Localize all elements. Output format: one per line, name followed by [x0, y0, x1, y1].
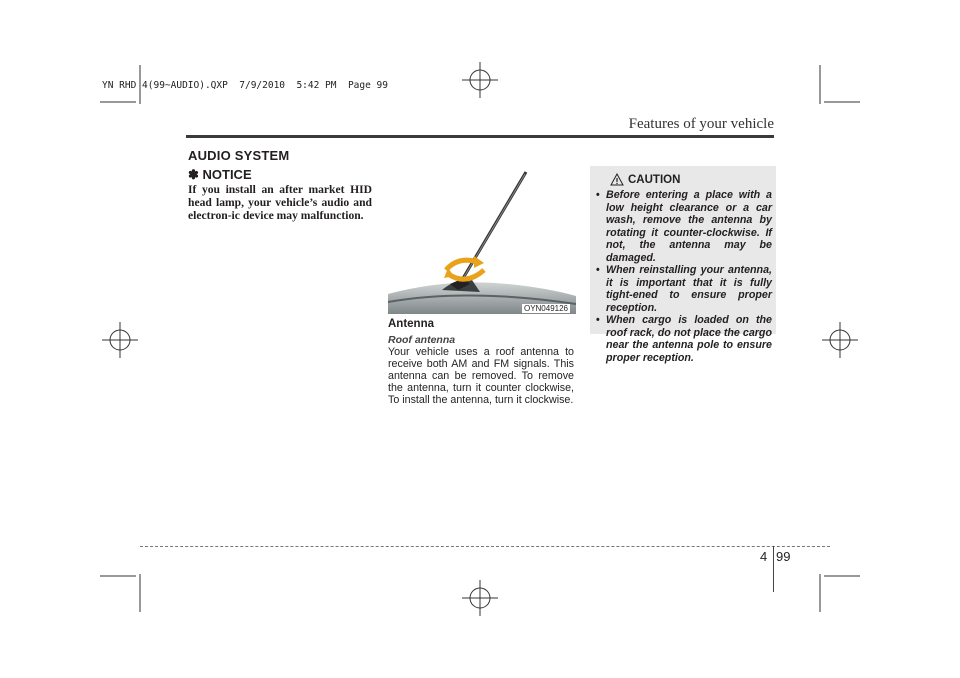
warning-icon [610, 173, 624, 186]
footer-separator [773, 546, 774, 592]
page-number: 99 [776, 549, 791, 564]
section-title: AUDIO SYSTEM [188, 148, 290, 163]
caution-list [594, 189, 772, 364]
footer-divider [140, 546, 830, 547]
antenna-illustration [388, 166, 576, 314]
caution-item: • When cargo is loaded on the roof rack, do not place the cargo near the antenna pole to ensure proper reception. [594, 314, 772, 364]
antenna-figure [388, 166, 576, 314]
notice-title: ✽ NOTICE [188, 167, 252, 182]
caution-title: CAUTION [628, 174, 681, 186]
figure-code: OYN049126 [523, 304, 568, 313]
antenna-body: Your vehicle uses a roof antenna to receive both AM and FM signals. This antenna can be removed. To remove the antenna, turn it counter clockwise, To install the antenna, turn it clockwise. [388, 346, 574, 406]
running-head: Features of your vehicle [628, 116, 774, 132]
chapter-number: 4 [760, 549, 768, 564]
antenna-heading: Antenna [388, 318, 434, 330]
print-slug: YN RHD 4(99~AUDIO).QXP 7/9/2010 5:42 PM Page 99 [102, 80, 388, 91]
antenna-subheading: Roof antenna [388, 334, 456, 346]
caution-item: • When reinstalling your antenna, it is important that it is fully tight-ened to ensure proper reception. [594, 264, 772, 314]
header-rule [186, 135, 774, 138]
notice-body: If you install an after market HID head lamp, your vehicle’s audio and electron-ic device may malfunction. [188, 183, 372, 222]
caution-item: • Before entering a place with a low height clearance or a car wash, remove the antenna by rotating it counter-clockwise. If not, the antenna may be damaged. [594, 189, 772, 264]
